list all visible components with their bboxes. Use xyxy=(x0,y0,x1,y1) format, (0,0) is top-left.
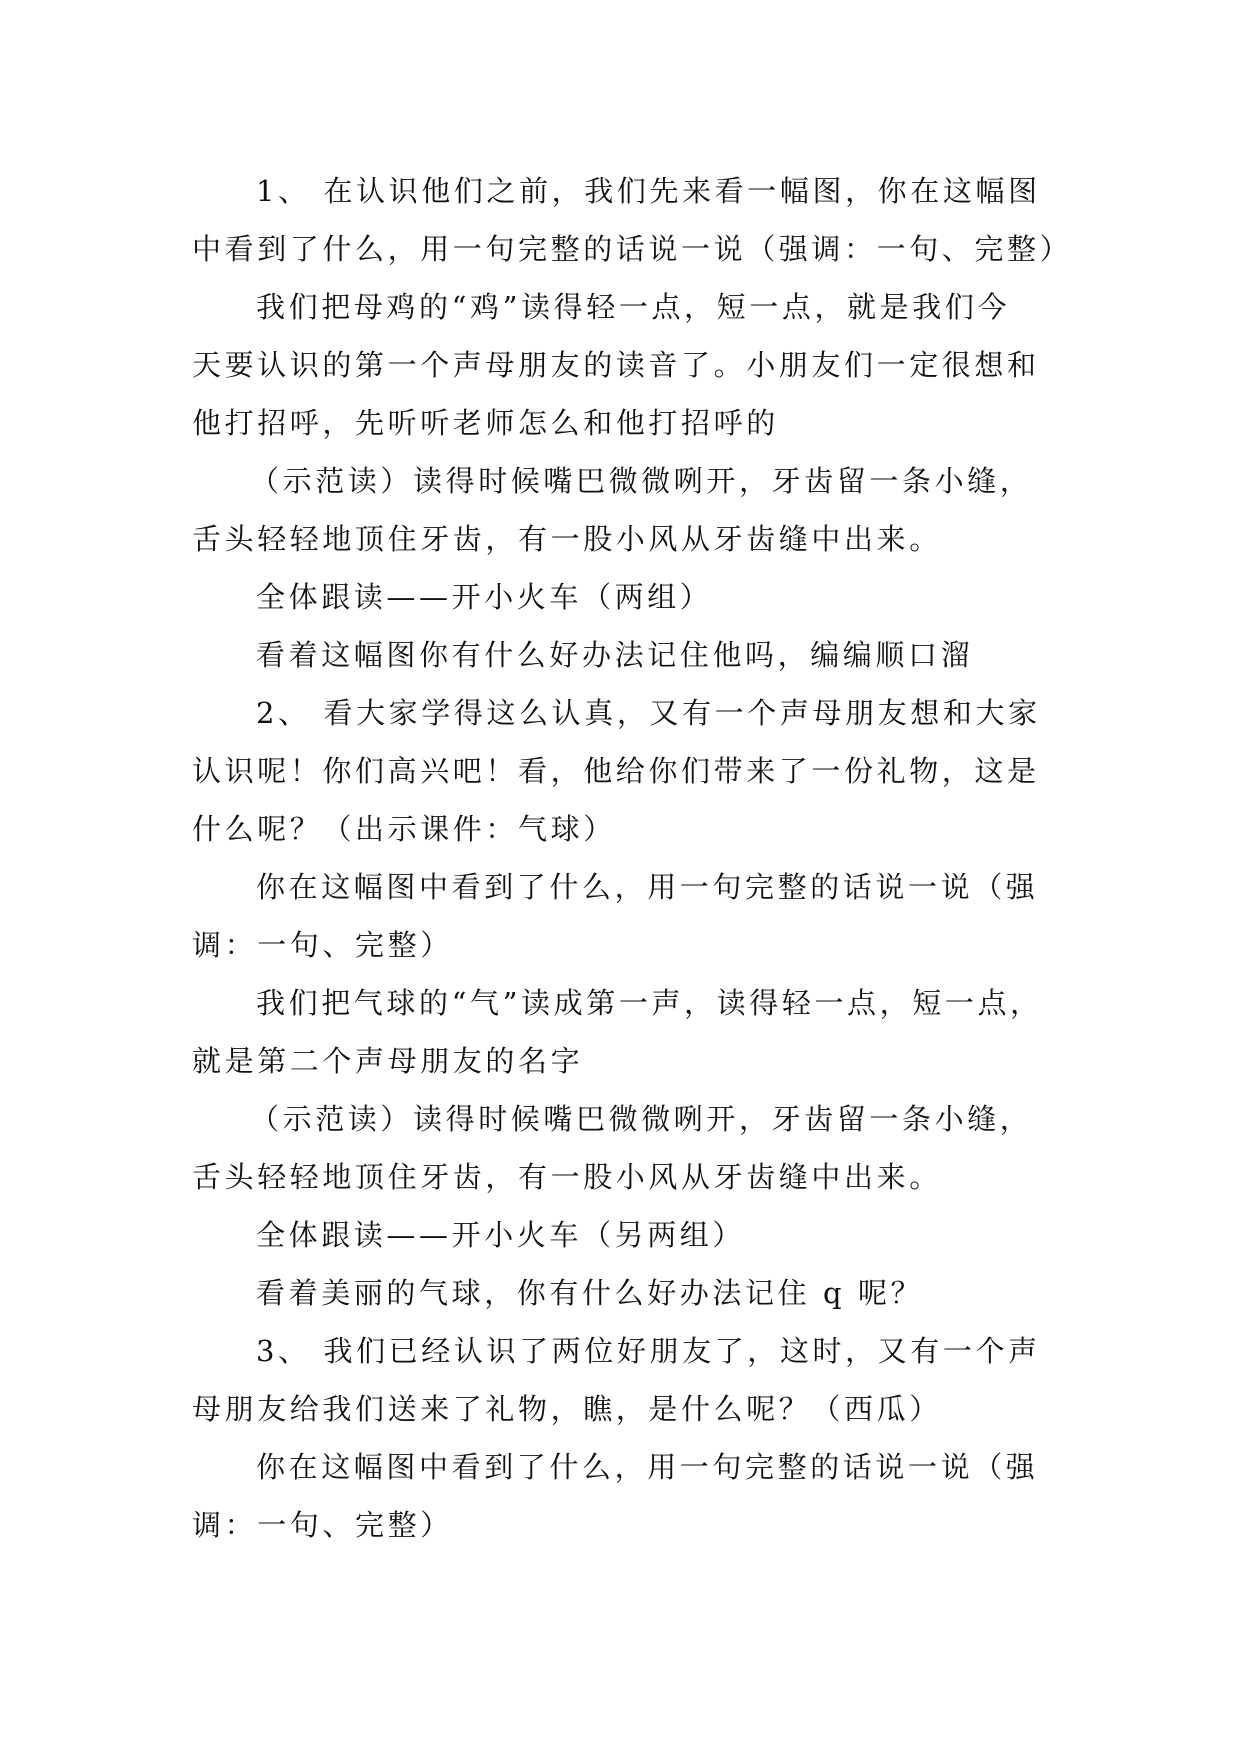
paragraph-12-line-1: 3、 我们已经认识了两位好朋友了，这时，又有一个声 xyxy=(256,1334,1041,1368)
paragraph-12-line-2: 母朋友给我们送来了礼物，瞧，是什么呢？（西瓜） xyxy=(192,1392,942,1426)
paragraph-1-line-2: 中看到了什么，用一句完整的话说一说（强调：一句、完整） xyxy=(192,232,1073,266)
paragraph-8-line-2: 就是第二个声母朋友的名字 xyxy=(192,1044,584,1078)
paragraph-6-line-3: 什么呢？（出示课件：气球） xyxy=(192,812,616,846)
paragraph-2-line-2: 天要认识的第一个声母朋友的读音了。小朋友们一定很想和 xyxy=(192,348,1040,382)
paragraph-2-line-3: 他打招呼，先听听老师怎么和他打招呼的 xyxy=(192,406,779,440)
paragraph-4-line-1: 全体跟读——开小火车（两组） xyxy=(256,580,713,614)
paragraph-3-line-2: 舌头轻轻地顶住牙齿，有一股小风从牙齿缝中出来。 xyxy=(192,522,942,556)
paragraph-13-line-1: 你在这幅图中看到了什么，用一句完整的话说一说（强 xyxy=(256,1450,1039,1484)
paragraph-6-line-2: 认识呢！你们高兴吧！看，他给你们带来了一份礼物，这是 xyxy=(192,754,1040,788)
paragraph-9-line-1: （示范读）读得时候嘴巴微微咧开，牙齿留一条小缝， xyxy=(250,1102,1033,1136)
paragraph-1-line-1: 1、 在认识他们之前，我们先来看一幅图，你在这幅图 xyxy=(256,174,1041,208)
paragraph-10-line-1: 全体跟读——开小火车（另两组） xyxy=(256,1218,746,1252)
paragraph-7-line-1: 你在这幅图中看到了什么，用一句完整的话说一说（强 xyxy=(256,870,1039,904)
paragraph-5-line-1: 看着这幅图你有什么好办法记住他吗，编编顺口溜 xyxy=(256,638,974,672)
paragraph-8-line-1: 我们把气球的“气”读成第一声，读得轻一点，短一点， xyxy=(256,986,1043,1020)
document-body xyxy=(192,162,1080,1554)
paragraph-13-line-2: 调：一句、完整） xyxy=(192,1508,453,1542)
paragraph-6-line-1: 2、 看大家学得这么认真，又有一个声母朋友想和大家 xyxy=(256,696,1041,730)
paragraph-3-line-1: （示范读）读得时候嘴巴微微咧开，牙齿留一条小缝， xyxy=(250,464,1033,498)
paragraph-11-line-1: 看着美丽的气球，你有什么好办法记住 q 呢？ xyxy=(256,1276,924,1310)
paragraph-2-line-1: 我们把母鸡的“鸡”读得轻一点，短一点，就是我们今 xyxy=(256,290,1011,324)
paragraph-9-line-2: 舌头轻轻地顶住牙齿，有一股小风从牙齿缝中出来。 xyxy=(192,1160,942,1194)
paragraph-7-line-2: 调：一句、完整） xyxy=(192,928,453,962)
